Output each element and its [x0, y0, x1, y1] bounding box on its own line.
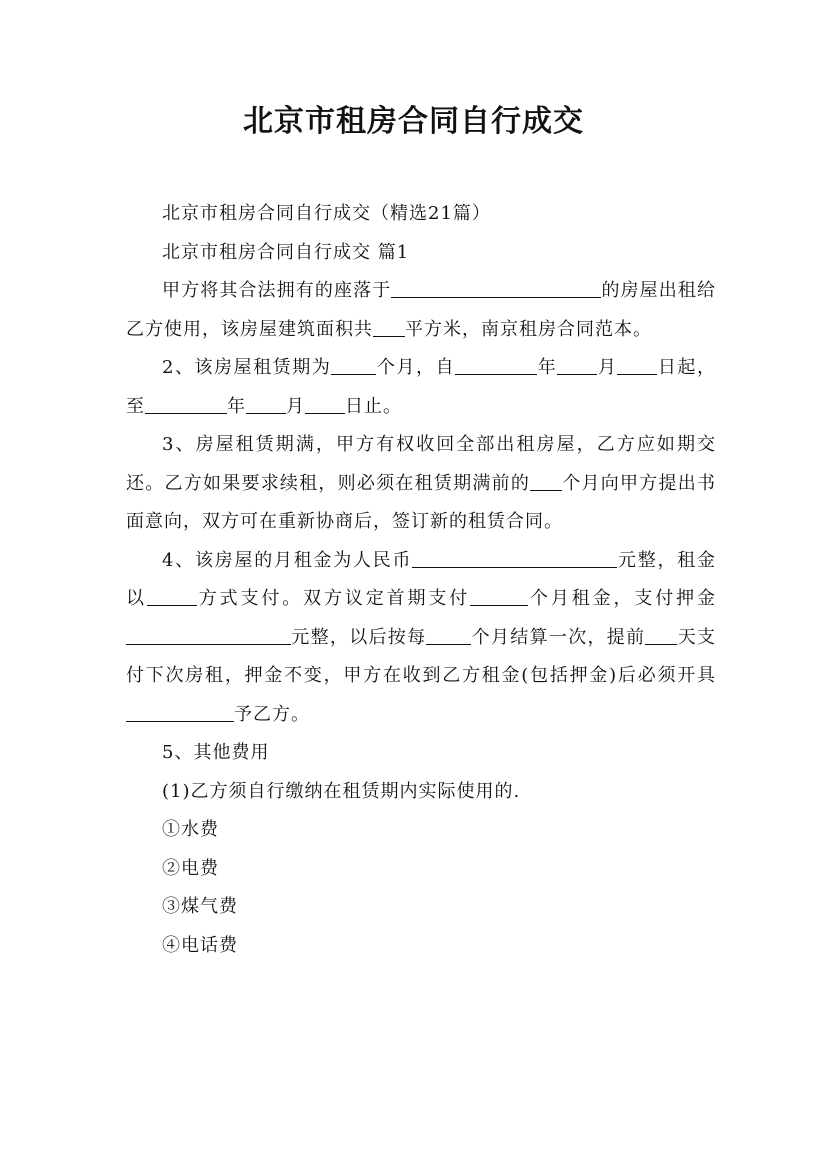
- blank-line-end-year: [145, 395, 227, 414]
- blank-line-first-months: [470, 587, 528, 606]
- blank-line-location: [391, 279, 601, 298]
- text-run: 个月结算一次，提前: [471, 626, 646, 648]
- paragraph-clause-1: [126, 272, 716, 349]
- blank-line-start-month: [557, 356, 597, 375]
- text-run: 日起，至: [126, 357, 717, 417]
- blank-line-advance-days: [645, 626, 677, 645]
- paragraph-clause-2: [126, 349, 716, 426]
- blank-line-deposit: [126, 626, 291, 645]
- document-body: [126, 195, 716, 965]
- text-run: 4、该房屋的月租金为人民币: [162, 549, 413, 571]
- text-run: 方式支付。双方议定首期支付: [196, 588, 471, 609]
- blank-line-settle-months: [426, 626, 471, 645]
- text-run: ③煤气费: [162, 896, 238, 917]
- list-item-phone: [126, 927, 716, 966]
- text-run: 年: [537, 357, 558, 378]
- paragraph-clause-5: [126, 734, 716, 773]
- list-item-water: [126, 811, 716, 850]
- text-run: ①水费: [162, 819, 219, 840]
- blank-line-rent-amount: [412, 549, 617, 568]
- text-run: (1)乙方须自行缴纳在租赁期内实际使用的.: [162, 780, 521, 802]
- list-item-gas: [126, 888, 716, 927]
- text-run: 甲方将其合法拥有的座落于: [162, 280, 392, 301]
- paragraph-clause-3: [126, 426, 716, 542]
- list-item-electricity: [126, 850, 716, 889]
- text-run: 北京市租房合同自行成交（精选21篇）: [162, 203, 491, 224]
- text-run: 年: [227, 395, 246, 417]
- blank-line-start-year: [455, 356, 537, 375]
- text-run: 月: [286, 395, 305, 417]
- text-run: 2、该房屋租赁期为: [162, 357, 332, 378]
- text-run: 5、其他费用: [162, 742, 270, 763]
- text-run: 元整，租金以: [126, 549, 717, 609]
- blank-line-notice-months: [530, 472, 562, 491]
- document-title: 北京市租房合同自行成交: [243, 104, 584, 139]
- text-run: ④电话费: [162, 934, 238, 956]
- text-run: 北京市租房合同自行成交 篇1: [162, 241, 410, 263]
- blank-line-start-day: [617, 356, 657, 375]
- blank-line-area: [373, 318, 405, 337]
- text-run: 的房屋出租给乙方使用，该房屋建筑面积共: [126, 280, 717, 340]
- blank-line-end-day: [305, 395, 345, 414]
- paragraph-section-heading: [126, 234, 716, 273]
- text-run: 予乙方。: [234, 703, 310, 725]
- paragraph-clause-5-1: [126, 773, 716, 812]
- text-run: 天支付下次房租，押金不变，甲方在收到乙方租金(包括押金)后必须开具: [126, 626, 717, 686]
- text-run: 个月，自: [376, 357, 456, 378]
- paragraph-subtitle: [126, 195, 716, 234]
- text-run: 个月向甲方提出书面意向，双方可在重新协商后，签订新的租赁合同。: [126, 472, 717, 532]
- blank-line-receipt: [126, 703, 234, 722]
- text-run: ②电费: [162, 857, 219, 879]
- blank-line-payment-method: [147, 587, 197, 606]
- blank-line-end-month: [246, 395, 286, 414]
- text-run: 3、房屋租赁期满，甲方有权收回全部出租房屋，乙方应如期交还。乙方如果要求续租，则必须在租赁期满前的: [126, 434, 716, 494]
- text-run: 平方米，南京租房合同范本。: [405, 318, 652, 340]
- blank-line-months: [331, 356, 376, 375]
- text-run: 日止。: [345, 395, 402, 417]
- text-run: 个月租金，支付押金: [528, 588, 716, 609]
- text-run: 元整，以后按每: [291, 626, 427, 648]
- paragraph-clause-4: [126, 542, 716, 735]
- text-run: 月: [597, 357, 618, 378]
